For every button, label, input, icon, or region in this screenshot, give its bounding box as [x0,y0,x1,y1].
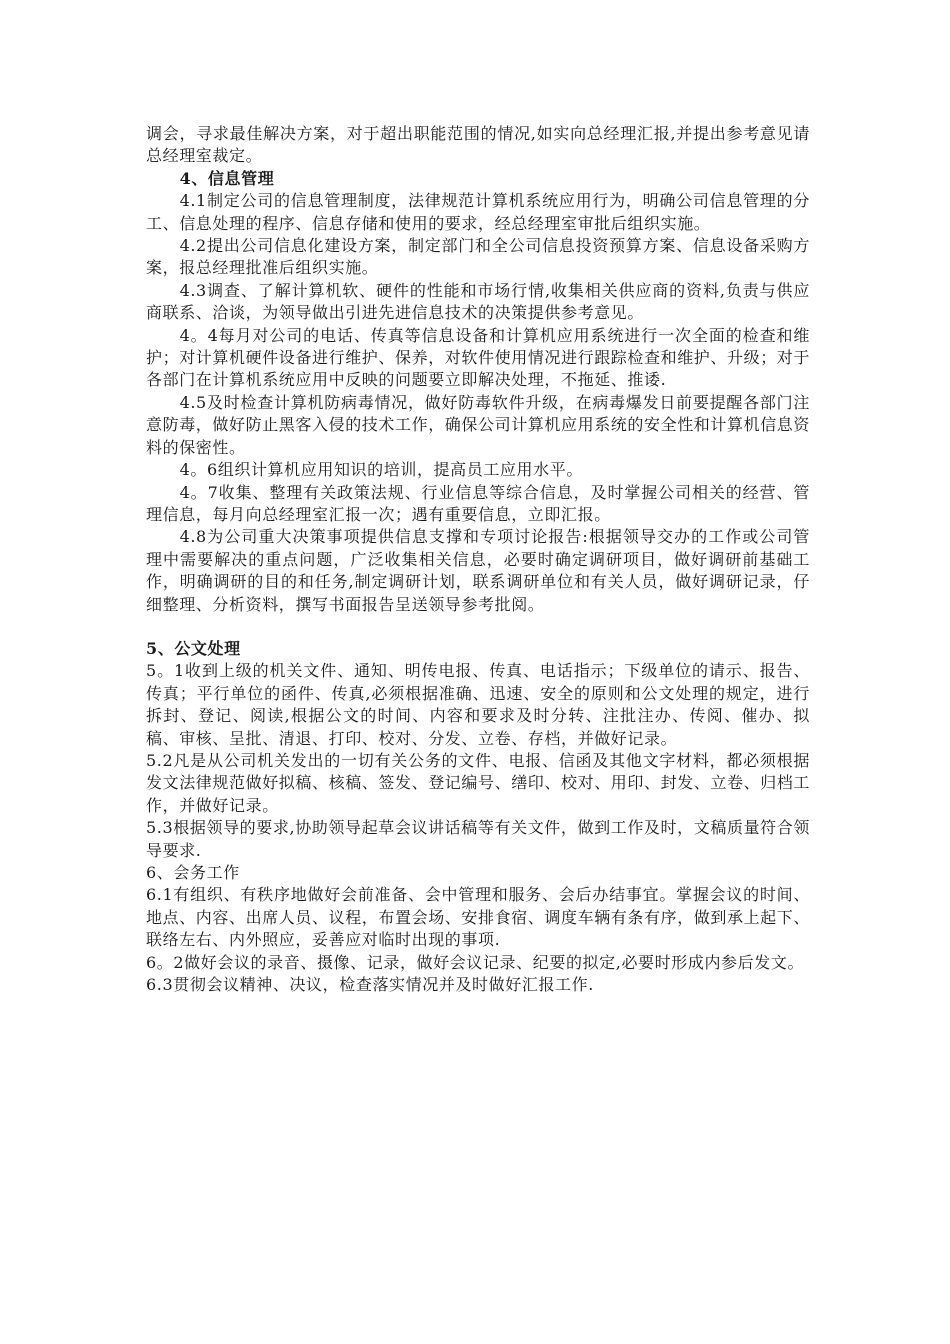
section-6-item: 6.3贯彻会议精神、决议，检查落实情况并及时做好汇报工作. [146,975,594,995]
section-5-item: 5.3根据领导的要求,协助领导起草会议讲话稿等有关文件，做到工作及时，文稿质量符合领导要求. [146,818,810,860]
section-4-item: 4.8为公司重大决策事项提供信息支撑和专项讨论报告:根据领导交办的工作或公司管理中需要解决的重点问题，广泛收集相关信息，必要时确定调研项目，做好调研前基础工作，明确调研的目的和任务,制定调研计划，联系调研单位和有关人员，做好调研记录，仔细整理、分析资料，撰写书面报告呈送领导参考批阅。 [146,527,810,614]
section-4-item: 4.2提出公司信息化建设方案，制定部门和全公司信息投资预算方案、信息设备采购方案，报总经理批准后组织实施。 [146,236,810,278]
document-page [146,123,810,996]
section-4-item: 4.5及时检查计算机防病毒情况，做好防毒软件升级，在病毒爆发日前要提醒各部门注意防毒，做好防止黑客入侵的技术工作，确保公司计算机应用系统的安全性和计算机信息资料的保密性。 [146,392,811,457]
section-4-item: 4。4每月对公司的电话、传真等信息设备和计算机应用系统进行一次全面的检查和维护；对计算机硬件设备进行维护、保养，对软件使用情况进行跟踪检查和维护、升级；对于各部门在计算机系统应用中反映的问题要立即解决处理，不拖延、推诿. [146,325,811,390]
section-5-item: 5。1收到上级的机关文件、通知、明传电报、传真、电话指示；下级单位的请示、报告、传真；平行单位的函件、传真,必须根据准确、迅速、安全的原则和公文处理的规定，进行拆封、登记、阅读,根据公文的时间、内容和要求及时分转、注批注办、传阅、催办、拟稿、审核、呈批、清退、打印、校对、分发、立卷、存档，并做好记录。 [146,661,810,748]
section-4-item: 4。6组织计算机应用知识的培训，提高员工应用水平。 [179,460,583,480]
section-5-item: 5.2凡是从公司机关发出的一切有关公务的文件、电报、信函及其他文字材料，都必须根据发文法律规范做好拟稿、核稿、签发、登记编号、缮印、校对、用印、封发、立卷、归档工作，并做好记录。 [146,750,811,815]
section-4-item: 4.1制定公司的信息管理制度，法律规范计算机系统应用行为，明确公司信息管理的分工、信息处理的程序、信息存储和使用的要求，经总经理室审批后组织实施。 [146,191,810,233]
section-spacer [146,616,810,638]
section-4-item: 4.3调查、了解计算机软、硬件的性能和市场行情,收集相关供应商的资料,负责与供应商联系、洽谈，为领导做出引进先进信息技术的决策提供参考意见。 [146,280,810,323]
section-5-heading: 5、公文处理 [146,638,241,658]
intro-paragraph: 调会，寻求最佳解决方案，对于超出职能范围的情况,如实向总经理汇报,并提出参考意见请总经理室裁定。 [146,124,810,166]
section-6-heading: 6、会务工作 [146,863,240,882]
section-4-item: 4。7收集、整理有关政策法规、行业信息等综合信息，及时掌握公司相关的经营、管理信息，每月向总经理室汇报一次；遇有重要信息，立即汇报。 [146,482,810,524]
section-4-heading: 4、信息管理 [179,168,275,188]
section-6-item: 6.1有组织、有秩序地做好会前准备、会中管理和服务、会后办结事宜。掌握会议的时间、地点、内容、出席人员、议程，布置会场、安排食宿、调度车辆有条有序，做到承上起下、联络左右、内外照应，妥善应对临时出现的事项. [146,885,811,950]
section-6-item: 6。2做好会议的录音、摄像、记录，做好会议记录、纪要的拟定,必要时形成内参后发文。 [146,952,805,972]
